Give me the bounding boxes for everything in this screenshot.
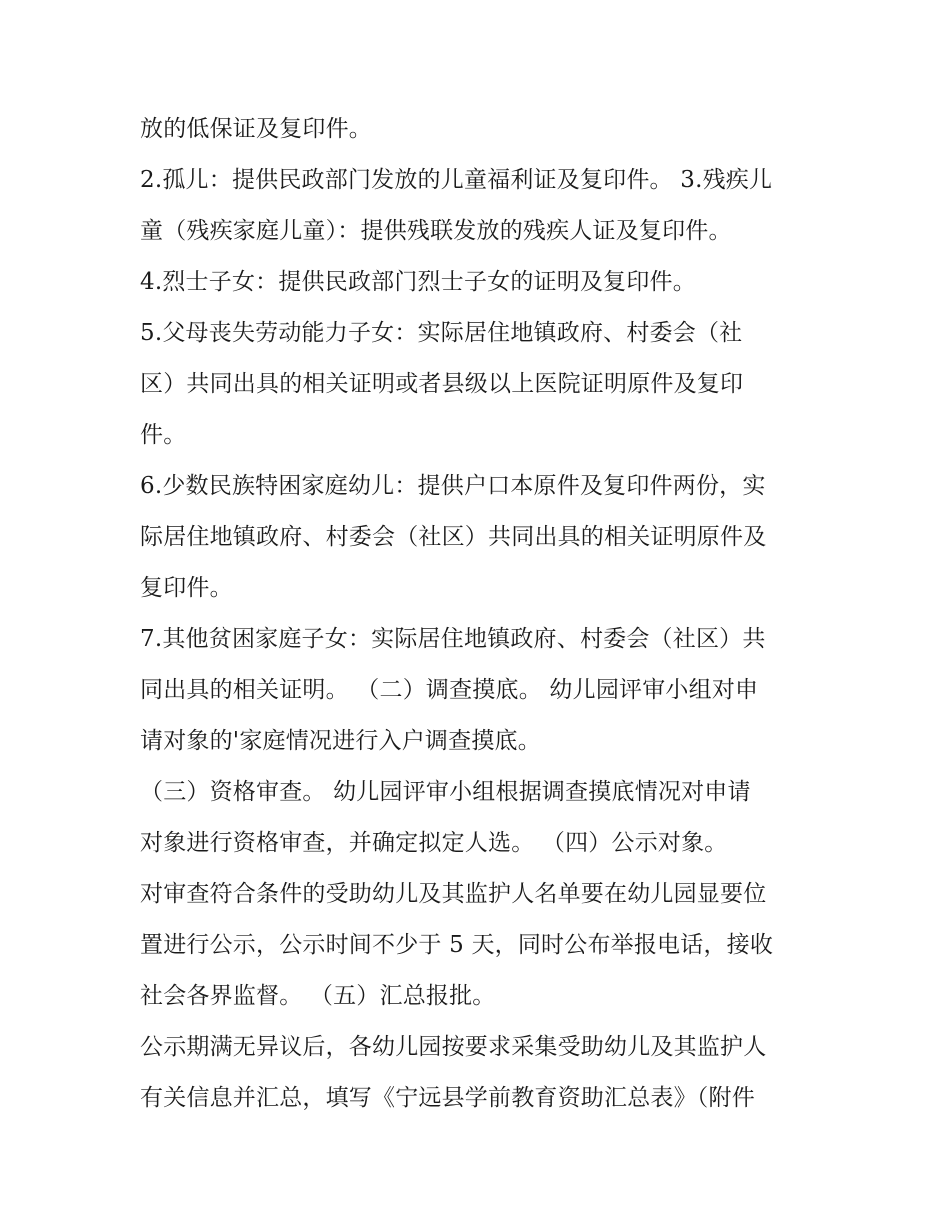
document-body [140,108,820,1128]
text-line-6: 区）共同出具的相关证明或者县级以上医院证明原件及复印 [140,371,744,397]
text-line-5: 5.父母丧失劳动能力子女：实际居住地镇政府、村委会（社 [140,320,743,346]
text-line-13: 请对象的'家庭情况进行入户调查摸底。 [140,728,541,754]
text-line-11: 7.其他贫困家庭子女：实际居住地镇政府、村委会（社区）共 [140,626,766,652]
text-line-17: 置进行公示，公示时间不少于 5 天，同时公布举报电话，接收 [140,932,774,958]
text-line-19: 公示期满无异议后，各幼儿园按要求采集受助幼儿及其监护人 [140,1034,767,1060]
text-line-9: 际居住地镇政府、村委会（社区）共同出具的相关证明原件及 [140,524,767,550]
text-line-16: 对审查符合条件的受助幼儿及其监护人名单要在幼儿园显要位 [140,881,767,907]
text-line-12: 同出具的相关证明。 （二）调查摸底。 幼儿园评审小组对申 [140,677,759,703]
text-line-3: 童（残疾家庭儿童）：提供残联发放的残疾人证及复印件。 [140,218,732,244]
text-line-15: 对象进行资格审查，并确定拟定人选。 （四）公示对象。 [140,830,728,856]
text-line-18: 社会各界监督。 （五）汇总报批。 [140,983,496,1009]
text-line-2: 2.孤儿：提供民政部门发放的儿童福利证及复印件。 3.残疾儿 [140,167,773,193]
text-line-1: 放的低保证及复印件。 [140,116,372,142]
text-line-4: 4.烈士子女：提供民政部门烈士子女的证明及复印件。 [140,269,696,295]
text-line-7: 件。 [140,422,187,448]
text-line-8: 6.少数民族特困家庭幼儿：提供户口本原件及复印件两份，实 [140,473,766,499]
text-line-14: （三）资格审查。 幼儿园评审小组根据调查摸底情况对申请 [140,779,751,805]
text-line-10: 复印件。 [140,575,233,601]
text-line-20: 有关信息并汇总，填写《宁远县学前教育资助汇总表》（附件 [140,1085,755,1111]
